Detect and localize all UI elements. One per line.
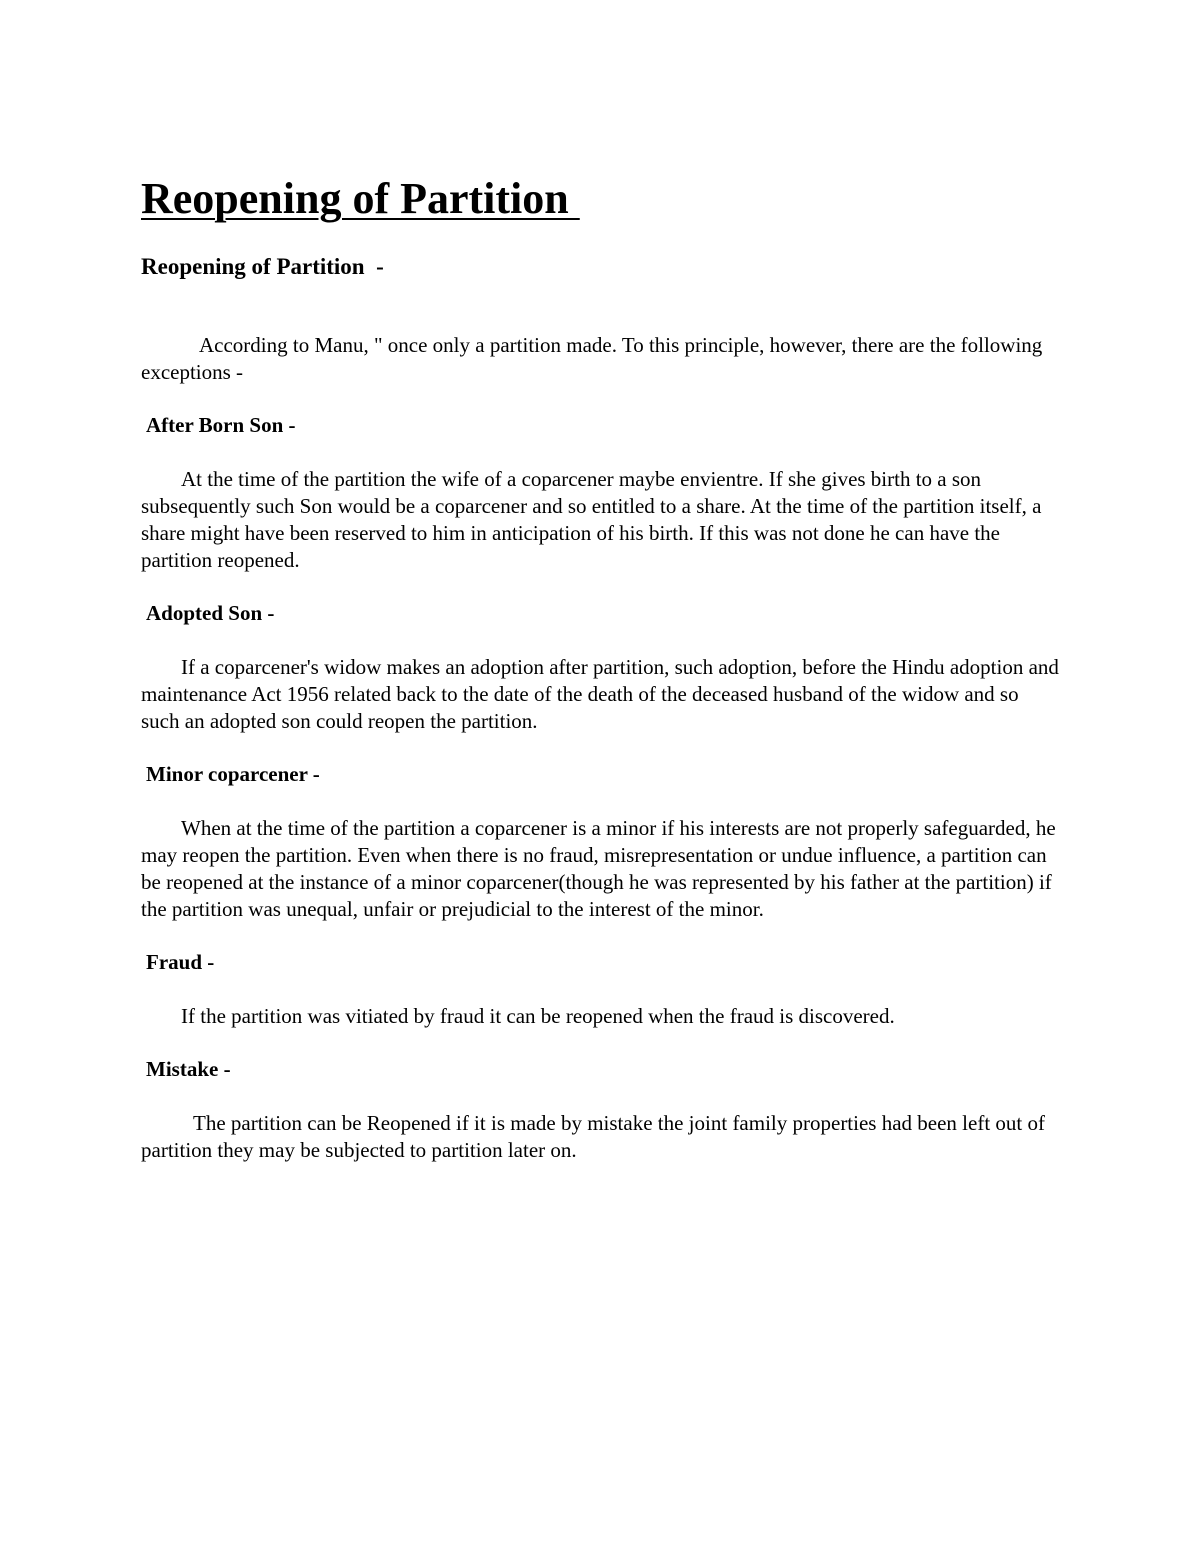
- section-fraud: [141, 949, 1061, 1030]
- section-heading: After Born Son -: [146, 413, 296, 437]
- section-paragraph: If a coparcener's widow makes an adoption after partition, such adoption, before the Hindu adoption and maintenance Act 1956 related back to the date of the death of the deceased husband of the widow and so such an adopted son could reopen the partition.: [141, 655, 1059, 733]
- section-after-born-son: [141, 412, 1061, 574]
- intro-heading: Reopening of Partition -: [141, 254, 384, 279]
- section-heading: Minor coparcener -: [146, 762, 320, 786]
- section-heading: Fraud -: [146, 950, 215, 974]
- section-heading: Mistake -: [146, 1057, 231, 1081]
- section-mistake: [141, 1056, 1061, 1164]
- section-paragraph: If the partition was vitiated by fraud it can be reopened when the fraud is discovered.: [181, 1004, 895, 1028]
- intro-paragraph: According to Manu, " once only a partition made. To this principle, however, there are the following exceptions -: [141, 333, 1043, 384]
- section-minor-coparcener: [141, 761, 1061, 923]
- document-title: Reopening of Partition: [141, 174, 580, 223]
- section-paragraph: At the time of the partition the wife of a coparcener maybe envientre. If she gives birth to a son subsequently such Son would be a coparcener and so entitled to a share. At the time of the partition itself, a share might have been reserved to him in anticipation of his birth. If this was not done he can have the partition reopened.: [141, 467, 1042, 572]
- section-paragraph: When at the time of the partition a coparcener is a minor if his interests are not properly safeguarded, he may reopen the partition. Even when there is no fraud, misrepresentation or undue influence, a partition can be reopened at the instance of a minor coparcener(though he was represented by his father at the partition) if the partition was unequal, unfair or prejudicial to the interest of the minor.: [141, 816, 1056, 921]
- document-body: [141, 172, 1061, 1164]
- section-paragraph: The partition can be Reopened if it is made by mistake the joint family properties had been left out of partition they may be subjected to partition later on.: [141, 1111, 1045, 1162]
- section-adopted-son: [141, 600, 1061, 735]
- section-heading: Adopted Son -: [146, 601, 275, 625]
